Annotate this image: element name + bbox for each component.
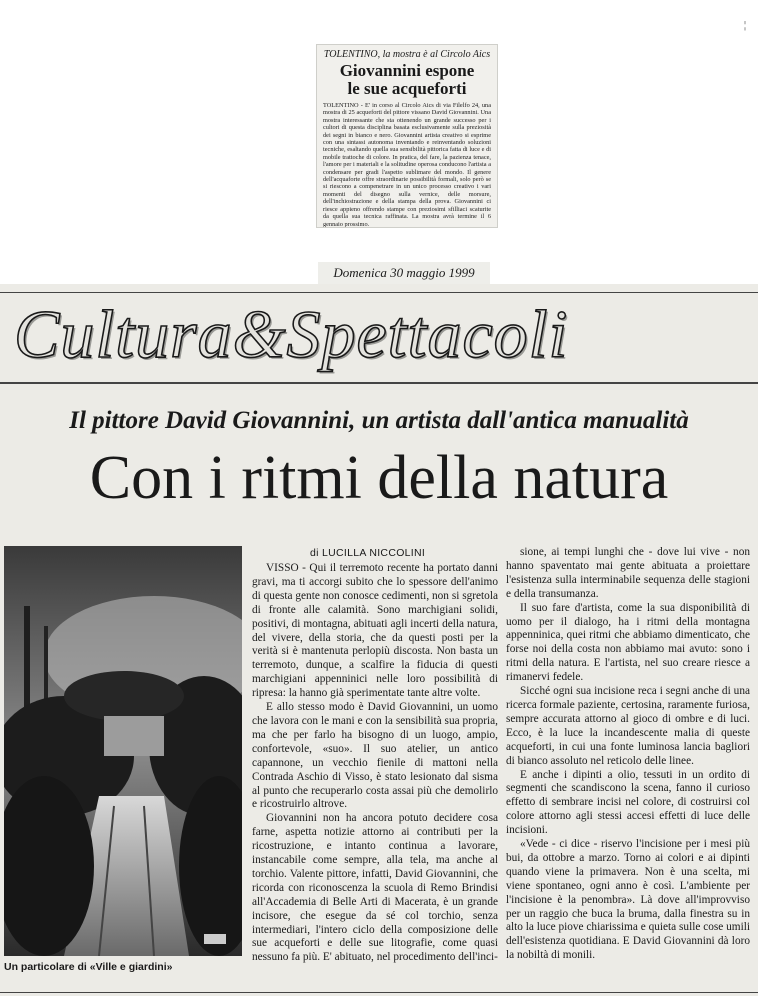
article-paragraph: E anche i dipinti a olio, tessuti in un ordito di segmenti che scandiscono la scena, fanno il curioso effetto di sembrare incisi nel colore, di costruirsi col colore attorno agli stessi accesi effetti di luce delle incisioni. — [506, 768, 750, 837]
article-paragraph: Giovannini non ha ancora potuto decidere cosa farne, aspetta notizie attorno ai contributi per la ricostruzione, e intanto continua a lavorare, instancabile come sempre, alla tela, ma anche al torchio. Valente pittore, infatti, David Giovannini, che ricorda con riconoscenza la scuola di Remo Brindisi all'Accademia di Belle Arti di Macerata, è un grande incisore, che esegue da sé col torchio, senza intermediari, l'intero ciclo della composizione delle sue acqueforti e delle sue litografie, come quasi nessuno fa più. E' abituato, nel procedimento dell'inci- — [252, 812, 498, 964]
article-paragraph: Il suo fare d'artista, come la sua disponibilità di uomo per il dialogo, ha i ritmi della montagna appenninica, quei ritmi che abbiamo dimenticato, che forse noi della costa non abbiamo mai avuto: sono i ritmi della natura. E l'artista, nel suo creare riesce a rimanervi fedele. — [506, 601, 750, 684]
date-strip — [318, 262, 490, 284]
article-column-1 — [252, 562, 498, 986]
artwork-photo — [4, 546, 242, 956]
small-clipping-headline — [323, 62, 491, 98]
article-paragraph: Sicché ogni sua incisione reca i segni anche di una ricerca formale paziente, certosina, raramente furiosa, sempre accurata attorno al gioco di ombre e di luci. Ecco, è la luce la incandescente malia di queste acqueforti, in cui una fonte luminosa lancia bagliori di bianco assoluto nel reticolo delle linee. — [506, 685, 750, 767]
issue-date: Domenica 30 maggio 1999 — [333, 265, 475, 280]
small-clipping-body: TOLENTINO - E' in corso al Circolo Aics di via Filelfo 24, una mostra di 25 acqueforti del pittore vissano David Giovannini. Una mostra interessante che sta ottenendo un grande successo per i cultori di questa disciplina basata esclusivamente sulla preziosità dei segni in bianco e nero. Giovannini artista creativo si esprime con una sintassi autonoma inventando e reinventando soluzioni tecniche, esaltando quella sua sensibilità pittorica fatta di luce e di mobile trattoche di colore. In pratica, del fare, la pazienza tenace, l'amore per i materiali e la solitudine operosa conducono l'artista a condensare per gradi l'aspetto sublimare del mondo. Il genere dell'acquaforte offre straordinarie possibilità formali, solo però se si riescono a compenetrare in un unico processo creativo i vari momenti del disegno sulla vernice, delle morsure, dell'inchiostrazione e della stampa della prova. Giovannini ci riesce appieno offrendo stampe con preziosimi sfilliaci scaturite da quella sua tecnica raffinata. La mostra avrà termine il 6 gennaio prossimo. — [323, 102, 491, 228]
masthead-rule — [0, 382, 758, 384]
bottom-rule — [0, 992, 758, 993]
top-rule — [0, 292, 758, 293]
article-title: Con i ritmi della natura — [89, 444, 669, 512]
artwork-image — [4, 546, 242, 956]
byline: di LUCILLA NICCOLINI — [310, 547, 426, 559]
small-clipping — [316, 44, 498, 228]
edge-mark: ¦ — [744, 20, 747, 31]
photo-caption: Un particolare di «Ville e giardini» — [4, 961, 173, 973]
article-paragraph: VISSO - Qui il terremoto recente ha portato danni gravi, ma ti accorgi subito che lo spessore dell'animo di questa gente non conosce cedimenti, non si sgretola di fronte alle calamità. Sono marchigiani solidi, positivi, di montagna, abituati agli incerti della natura, del vivere, della storia, che da questi posti per la verità si è mantenuta perlopiù discosta. Non basta un terremoto, dunque, a scalfire la fiducia di questi marchigiani appenninici nelle loro possibilità di ripresa: la hanno già sperimentate tante altre volte. — [252, 562, 498, 700]
small-clipping-kicker: TOLENTINO, la mostra è al Circolo Aics — [323, 49, 491, 60]
section-masthead: Cultura&Spettacoli — [14, 296, 569, 372]
article-paragraph: sione, ai tempi lunghi che - dove lui vive - non hanno spaventato mai gente abituata a proiettare l'esistenza sulla interminabile sequenza delle stagioni e della transumanza. — [506, 546, 750, 600]
article-paragraph: «Vede - ci dice - riservo l'incisione per i mesi più bui, da ottobre a marzo. Torno ai colori e ai dipinti quando viene la primavera. Non è una scelta, mi viene spontaneo, ogni anno è così. L'ambiente per l'incisione è la penombra». Là dove all'improvviso per un raggio che buca la bruma, dalla finestra su in alto la luce piove chiarissima e quieta sulle cose umili dell'esistenza quotidiana. E David Giovannini dà loro la nobiltà di monili. — [506, 838, 750, 962]
small-clipping-headline-line1: Giovannini espone — [339, 61, 475, 80]
small-clipping-headline-line2: le sue acqueforti — [347, 79, 467, 98]
article-paragraph: E allo stesso modo è David Giovannini, un uomo che lavora con le mani e con la sensibilità sua propria, ma che per farlo ha bisogno di un luogo, ampio, confortevole, «suo». Il suo atelier, un antico capannone, un vecchio fienile di mattoni nella Contrada Aschio di Visso, è stato lesionato dal sisma al punto che recuperarlo costa assai più che demolirlo e ricostruirlo altrove. — [252, 701, 498, 811]
main-clipping — [0, 284, 758, 996]
article-overtitle: Il pittore David Giovannini, un artista dall'antica manualità — [69, 407, 689, 434]
article-column-2 — [506, 546, 750, 986]
